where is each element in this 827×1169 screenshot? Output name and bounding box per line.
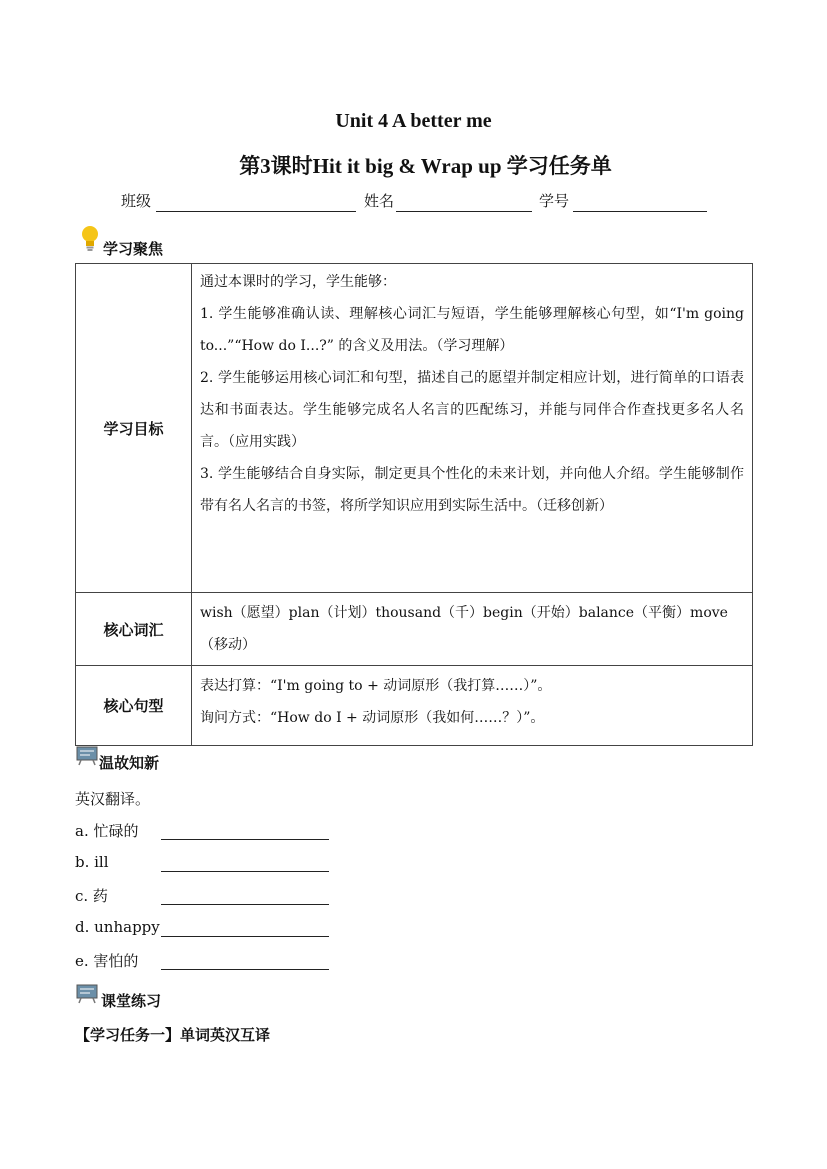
focus-table [75, 263, 753, 746]
answer-blank[interactable] [161, 969, 329, 970]
list-item: a. 忙碌的 [75, 822, 139, 840]
practice-heading: 课堂练习 [101, 992, 162, 1010]
answer-blank[interactable] [161, 839, 329, 840]
list-item: b. ill [75, 853, 109, 871]
answer-blank[interactable] [161, 871, 329, 872]
list-item: d. unhappy [75, 918, 160, 936]
name-blank[interactable] [396, 211, 532, 212]
page-title: Unit 4 A better me [335, 110, 492, 132]
name-label: 姓名 [364, 192, 395, 210]
goal-2: 2. 学生能够运用核心词汇和句型，描述自己的愿望并制定相应计划，进行简单的口语表达和书面表达。学生能够完成名人名言的匹配练习，并能与同伴合作查找更多名人名言。（应用实践） [200, 370, 744, 450]
table-row [76, 666, 753, 746]
review-instruction: 英汉翻译。 [75, 790, 151, 808]
table-row [76, 593, 753, 666]
table-row [76, 264, 753, 593]
blackboard-icon [76, 746, 98, 766]
answer-blank[interactable] [161, 904, 329, 905]
goal-1: 1. 学生能够准确认读、理解核心词汇与短语，学生能够理解核心句型，如“I'm going to...”“How do I...?” 的含义及用法。（学习理解） [200, 306, 744, 354]
page-subtitle: 第3课时Hit it big & Wrap up 学习任务单 [239, 154, 612, 178]
row-label: 核心词汇 [76, 593, 192, 666]
pattern-2: 询问方式：“How do I + 动词原形（我如何……？）”。 [200, 710, 545, 726]
goal-intro: 通过本课时的学习，学生能够： [200, 274, 396, 290]
goal-3: 3. 学生能够结合自身实际，制定更具个性化的未来计划，并向他人介绍。学生能够制作带有名人名言的书签，将所学知识应用到实际生活中。（迁移创新） [200, 466, 744, 514]
list-item: c. 药 [75, 887, 108, 905]
lightbulb-icon [79, 224, 101, 252]
vocab-line: wish（愿望）plan（计划）thousand（千）begin（开始）balance（平衡）move（移动） [200, 605, 728, 653]
list-item: e. 害怕的 [75, 952, 139, 970]
blackboard-icon [76, 984, 98, 1004]
row-label: 学习目标 [76, 264, 192, 593]
number-blank[interactable] [573, 211, 707, 212]
row-content [192, 264, 753, 593]
row-content [192, 666, 753, 746]
class-label: 班级 [121, 192, 152, 210]
focus-heading: 学习聚焦 [103, 240, 164, 258]
row-content [192, 593, 753, 666]
review-heading: 温故知新 [99, 754, 160, 772]
row-label: 核心句型 [76, 666, 192, 746]
answer-blank[interactable] [161, 936, 329, 937]
pattern-1: 表达打算：“I'm going to + 动词原形（我打算……）”。 [200, 678, 552, 694]
number-label: 学号 [539, 192, 570, 210]
class-blank[interactable] [156, 211, 356, 212]
task-heading: 【学习任务一】单词英汉互译 [75, 1026, 271, 1044]
